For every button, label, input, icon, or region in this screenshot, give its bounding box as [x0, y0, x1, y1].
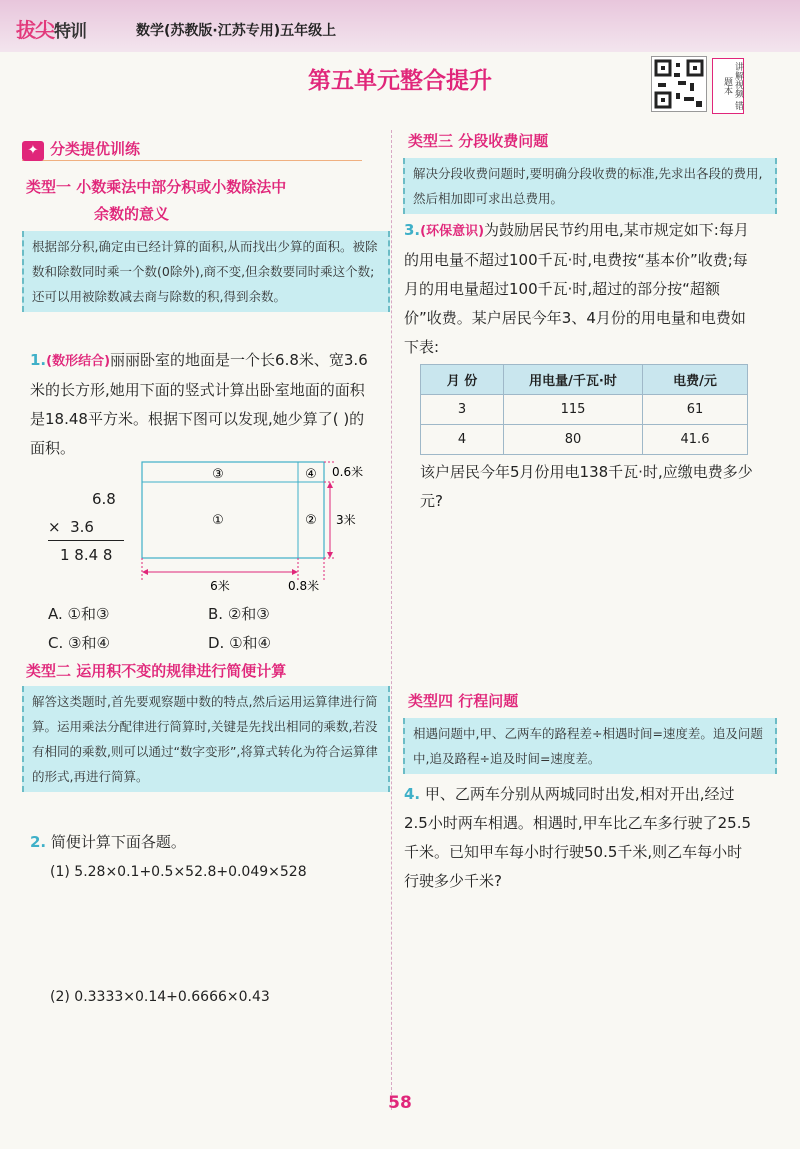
question-number: 2. — [30, 833, 47, 851]
question-number: 4. — [404, 785, 421, 803]
type4-title: 类型四 行程问题 — [408, 692, 519, 710]
calc-line-1: 6.8 — [92, 490, 116, 508]
outer-rect — [142, 462, 324, 558]
calc-line-2: × 3.6 — [48, 518, 94, 536]
table-header: 用电量/千瓦·时 — [504, 365, 643, 395]
region-1: ① — [212, 513, 224, 528]
electricity-table — [420, 364, 748, 455]
question-1: 1.(数形结合)丽丽卧室的地面是一个长6.8米、宽3.6米的长方形,她用下面的竖式计算出卧室地面的面积是18.48平方米。根据下图可以发现,她少算了( )的面积。 — [30, 351, 368, 457]
type1-title-cont: 余数的意义 — [94, 205, 170, 223]
table-header: 电费/元 — [643, 365, 748, 395]
question-4: 4. 甲、乙两车分别从两城同时出发,相对开出,经过2.5小时两车相遇。相遇时,甲车比乙车多行驶了25.5千米。已知甲车每小时行驶50.5千米,则乙车每小时行驶多少千米? — [404, 785, 752, 890]
question-3: 3.(环保意识)为鼓励居民节约用电,某市规定如下:每月的用电量不超过100千瓦·时,电费按“基本价”收费;每月的用电量超过100千瓦·时,超过的部分按“超额价”收费。某户居民今年3、4月份的用电量和电费如下表: — [404, 221, 749, 356]
dim-bottom-right-label: 0.8米 — [288, 579, 320, 593]
question-2-2: (2) 0.3333×0.14+0.6666×0.43 — [50, 989, 270, 1005]
region-3: ③ — [212, 467, 224, 482]
dim-top-label: 0.6米 — [332, 465, 364, 479]
calc-line-3: 1 8.4 8 — [60, 546, 113, 564]
table-cell: 41.6 — [643, 425, 748, 455]
question-2: 2. 简便计算下面各题。 — [30, 833, 186, 851]
type4-tip: 相遇问题中,甲、乙两车的路程差÷相遇时间=速度差。追及问题中,追及路程÷追及时间=速度差。 — [403, 718, 777, 774]
table-row — [421, 395, 748, 425]
calc-rule — [48, 540, 124, 541]
table-cell: 80 — [504, 425, 643, 455]
option-d[interactable]: D. ①和④ — [208, 634, 271, 652]
question-number: 1. — [30, 351, 47, 369]
table-cell: 3 — [421, 395, 504, 425]
option-c[interactable]: C. ③和④ — [48, 634, 110, 652]
column-divider — [391, 130, 392, 1110]
table-cell: 115 — [504, 395, 643, 425]
type1-title: 类型一 小数乘法中部分积或小数除法中 — [26, 178, 287, 196]
question-tag: (环保意识) — [420, 224, 485, 239]
brand-logo: 拔尖特训 — [16, 18, 86, 42]
dim-bottom-label: 6米 — [210, 579, 230, 593]
type3-title: 类型三 分段收费问题 — [408, 132, 549, 150]
table-header: 月 份 — [421, 365, 504, 395]
page-number: 58 — [388, 1093, 412, 1113]
option-a[interactable]: A. ①和③ — [48, 605, 110, 623]
type2-title: 类型二 运用积不变的规律进行简便计算 — [26, 662, 287, 680]
question-2-1: (1) 5.28×0.1+0.5×52.8+0.049×528 — [50, 864, 307, 880]
type3-tip: 解决分段收费问题时,要明确分段收费的标准,先求出各段的费用,然后相加即可求出总费用。 — [403, 158, 777, 214]
qr-label: 讲解视频 错题本 — [712, 58, 744, 114]
region-2: ② — [305, 513, 317, 528]
header-band — [0, 0, 800, 52]
page-title: 第五单元整合提升 — [308, 68, 492, 94]
section-banner: ✦ 分类提优训练 — [22, 138, 362, 161]
question-tag: (数形结合) — [46, 354, 111, 369]
table-header-row — [421, 365, 748, 395]
question-number: 3. — [404, 221, 421, 239]
table-row — [421, 425, 748, 455]
book-subtitle: 数学(苏教版·江苏专用)五年级上 — [136, 23, 337, 39]
table-cell: 61 — [643, 395, 748, 425]
table-cell: 4 — [421, 425, 504, 455]
medal-icon: ✦ — [22, 141, 44, 161]
type2-tip: 解答这类题时,首先要观察题中数的特点,然后运用运算律进行简算。运用乘法分配律进行简算时,关键是先找出相同的乘数,若没有相同的乘数,则可以通过“数字变形”,将算式转化为符合运算律的形式,再进行简算。 — [22, 686, 390, 792]
option-b[interactable]: B. ②和③ — [208, 605, 270, 623]
region-4: ④ — [305, 467, 317, 482]
question-3-ask: 该户居民今年5月份用电138千瓦·时,应缴电费多少元? — [420, 463, 753, 510]
qr-code-icon[interactable] — [651, 56, 707, 112]
dim-right-label: 3米 — [336, 513, 356, 527]
type1-tip: 根据部分积,确定由已经计算的面积,从而找出少算的面积。被除数和除数同时乘一个数(0除外),商不变,但余数要同时乘这个数;还可以用被除数减去商与除数的积,得到余数。 — [22, 231, 390, 312]
area-diagram — [138, 458, 368, 598]
